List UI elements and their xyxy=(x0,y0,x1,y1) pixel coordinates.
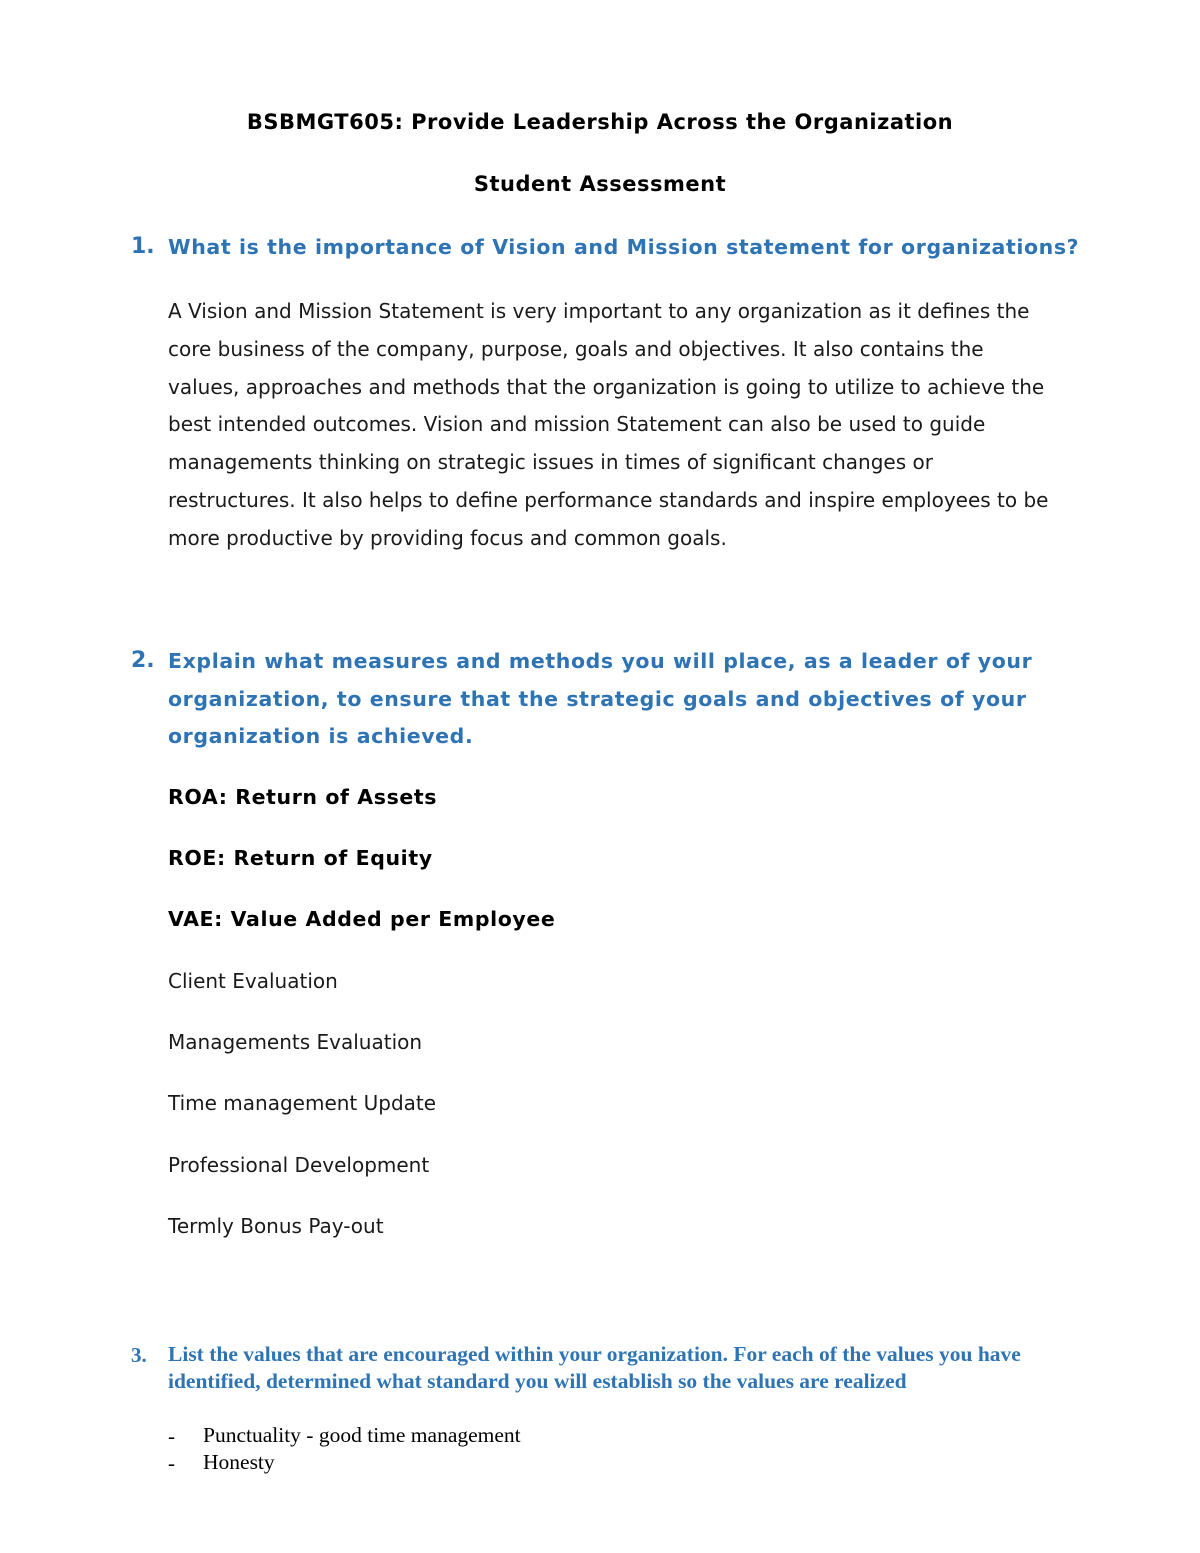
bullet-marker: - xyxy=(168,1451,175,1475)
answer-1-line: values, approaches and methods that the organization is going to utilize to achieve the xyxy=(168,374,1045,399)
question-2-line: organization is achieved. xyxy=(168,724,474,748)
question-2-line: Explain what measures and methods you will place, as a leader of your xyxy=(168,649,1033,673)
measure-termly-bonus-payout: Termly Bonus Pay-out xyxy=(168,1214,384,1238)
question-1-text xyxy=(168,229,1079,267)
document-subtitle: Student Assessment xyxy=(473,172,727,196)
bullet-marker: - xyxy=(168,1424,175,1448)
answer-1-line: restructures. It also helps to define performance standards and inspire employees to be xyxy=(168,487,1049,512)
value-honesty: Honesty xyxy=(203,1450,275,1474)
answer-1-line: managements thinking on strategic issues in times of significant changes or xyxy=(168,450,933,475)
measure-client-evaluation: Client Evaluation xyxy=(168,969,338,993)
question-3-line: List the values that are encouraged within your organization. For each of the values you have xyxy=(168,1342,1021,1366)
question-2-number: 2. xyxy=(131,648,155,673)
answer-1-line: A Vision and Mission Statement is very important to any organization as it defines the xyxy=(168,299,1030,323)
answer-1-line: more productive by providing focus and common goals. xyxy=(168,525,727,550)
answer-1-line: best intended outcomes. Vision and mission Statement can also be used to guide xyxy=(168,412,986,437)
value-punctuality: Punctuality - good time management xyxy=(203,1423,521,1447)
measure-managements-evaluation: Managements Evaluation xyxy=(168,1030,423,1054)
question-3-number: 3. xyxy=(131,1343,147,1367)
measure-roa: ROA: Return of Assets xyxy=(168,785,438,809)
answer-1-paragraph xyxy=(168,293,1128,558)
measure-roe: ROE: Return of Equity xyxy=(168,846,433,870)
measure-vae: VAE: Value Added per Employee xyxy=(168,907,556,931)
measure-time-management-update: Time management Update xyxy=(168,1091,437,1115)
question-3-line: identified, determined what standard you will establish so the values are realized xyxy=(168,1369,907,1393)
question-3-text xyxy=(168,1341,1021,1395)
question-1-line: What is the importance of Vision and Mission statement for organizations? xyxy=(168,235,1080,259)
question-1-number: 1. xyxy=(131,234,155,259)
question-2-text xyxy=(168,643,1032,756)
document-title: BSBMGT605: Provide Leadership Across the Organization xyxy=(246,110,954,134)
answer-1-line: core business of the company, purpose, goals and objectives. It also contains the xyxy=(168,336,984,361)
measure-professional-development: Professional Development xyxy=(168,1153,430,1177)
question-2-line: organization, to ensure that the strategic goals and objectives of your xyxy=(168,686,1027,711)
